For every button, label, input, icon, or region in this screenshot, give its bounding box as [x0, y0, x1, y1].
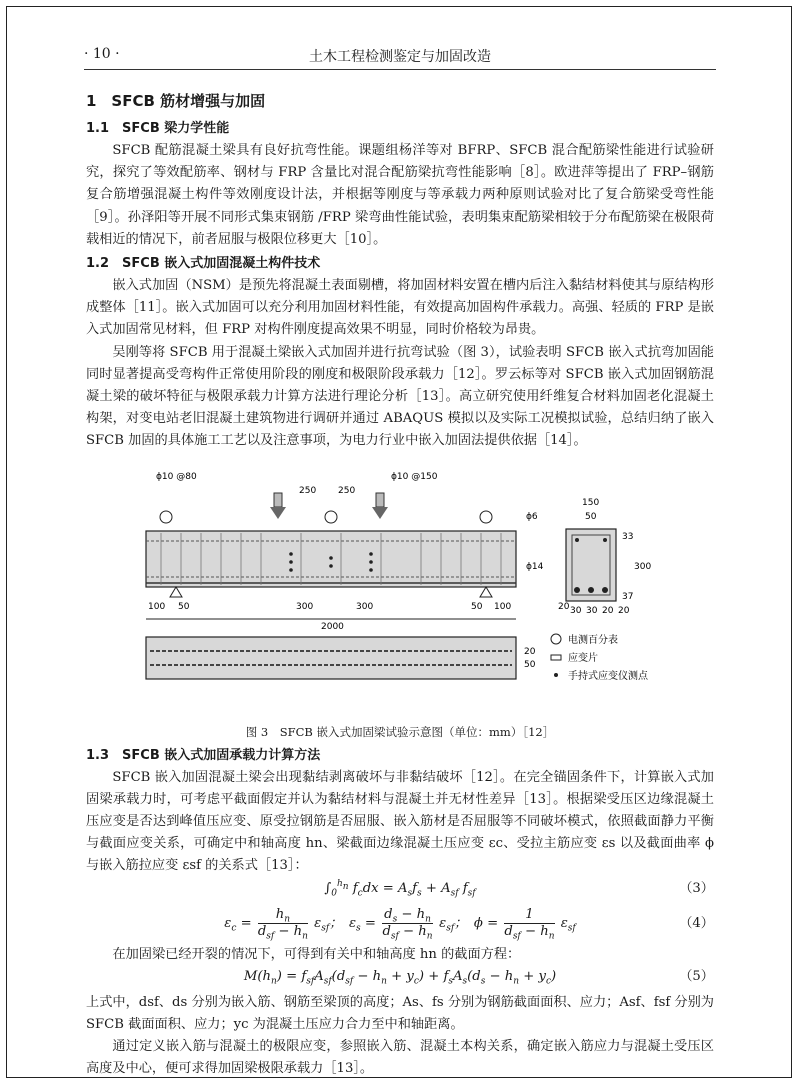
subsection-1-1-title: 1.1 SFCB 梁力学性能 [86, 121, 230, 136]
legend-point-label: 手持式应变仪测点 [568, 670, 648, 682]
page-number: · 10 · [84, 46, 120, 62]
label-phi14: ϕ14 [526, 561, 544, 572]
page-header [84, 44, 716, 66]
paragraph-1-1: SFCB 配筋混凝土梁具有良好抗弯性能。课题组杨洋等对 BFRP、SFCB 混合配筋梁性能进行试验研究，探究了等效配筋率、钢材与 FRP 含量比对混合配筋梁抗弯性能影响［8］。欧进萍等提出了 FRP–钢筋复合筋增强混凝土构件等效刚度设计法，并根据等刚度与等承载力两种原则试验对比了复合筋梁受弯性能［9］。孙泽阳等开展不同形式集束钢筋 /FRP 梁弯曲性能试验，表明集束配筋梁相较于分布配筋梁在极限荷载相近的情况下，前者屈服与极限位移更大［10］。 [86, 143, 714, 247]
equation-5-number: （5） [679, 968, 714, 984]
equation-3-expr: $\int_0^{h_n}$ $f_cdx = A_sf_s + A_{sf}$ $f_{sf}$ [324, 879, 476, 899]
beam-plan [146, 637, 516, 679]
subsection-1-3-title: 1.3 SFCB 嵌入式加固承载力计算方法 [86, 747, 321, 763]
label-h33: 33 [622, 531, 634, 542]
label-c20a: 20 [558, 601, 570, 612]
figure-legend [551, 633, 649, 682]
dial-gauges [160, 511, 492, 523]
legend-strain-gauge-label: 应变片 [568, 652, 598, 664]
label-c30b: 30 [586, 605, 598, 616]
equation-5-expr: $M(h_n) = f_{sf}A_{sf}(d_{sf} - h_n + y_c) + f_sA_s(d_s - h_n + y_c)$ [243, 968, 557, 987]
subsection-1-2-title: 1.2 SFCB 嵌入式加固混凝土构件技术 [86, 256, 321, 272]
article-body [86, 84, 714, 1081]
legend-dial-label: 电测百分表 [568, 634, 618, 646]
figure-3-caption: 图 3 SFCB 嵌入式加固梁试验示意图（单位：mm）［12］ [245, 724, 555, 739]
label-300b: 300 [356, 601, 374, 612]
equation-5 [86, 966, 714, 992]
label-phi6: ϕ6 [526, 511, 538, 522]
label-250b: 250 [338, 485, 356, 496]
figure-3 [86, 459, 714, 721]
label-100b: 100 [494, 601, 512, 612]
equation-4 [86, 904, 714, 944]
paragraph-1-2-b: 吴刚等将 SFCB 用于混凝土梁嵌入式加固并进行抗弯试验（图 3），试验表明 SFCB 嵌入式抗弯加固能同时显著提高受弯构件正常使用阶段的刚度和极限阶段承载力［12］。罗云标等对 SFCB 嵌入式加固钢筋混凝土梁的破坏特征与极限承载力计算方法进行理论分析［13］。高立研究使用纤维复合材料加固老化混凝土构架，对变电站老旧混凝土建筑物进行调研并通过 ABAQUS 模拟以及实际工况模拟试验，总结归纳了嵌入 SFCB 加固的具体施工工艺以及注意事项，为电力行业中嵌入加固法提供依据［14］。 [86, 344, 714, 449]
legend-strain-gauge-icon [551, 655, 561, 660]
label-stirrup-150: ϕ10 @150 [391, 471, 438, 482]
legend-point-icon [554, 673, 558, 677]
label-stirrup-80: ϕ10 @80 [156, 471, 197, 482]
running-title: 土木工程检测鉴定与加固改造 [309, 49, 491, 65]
paragraph-1-3-d: 通过定义嵌入筋与混凝土的极限应变，参照嵌入筋、混凝土本构关系，确定嵌入筋应力与混凝土受压区高度及中心，便可求得加固梁极限承载力［13］。 [86, 1039, 714, 1077]
section-title: 1 SFCB 筋材增强与加固 [86, 92, 266, 110]
paragraph-1-3-b: 在加固梁已经开裂的情况下，可得到有关中和轴高度 hn 的截面方程： [112, 946, 521, 962]
paragraph-1-2-a: 嵌入式加固（NSM）是预先将混凝土表面剔槽，将加固材料安置在槽内后注入黏结材料使其与原结构形成整体［11］。嵌入式加固可以充分利用加固材料性能，有效提高加固构件承载力。高强、轻质的 FRP 是嵌入式加固常见材料，但 FRP 对构件刚度提高效果不明显，同时价格较为昂贵。 [86, 278, 714, 338]
header-rule [84, 69, 716, 70]
label-250a: 250 [299, 485, 317, 496]
paragraph-1-3-c: 上式中，dsf、ds 分别为嵌入筋、钢筋至梁顶的高度；As、fs 分别为钢筋截面面积、应力；Asf、fsf 分别为 SFCB 截面面积、应力；yc 为混凝土压应力合力至中和轴距离。 [86, 994, 714, 1033]
label-c30a: 30 [570, 605, 582, 616]
equation-4-expr: $\varepsilon_c$ = $\frac{h_n}{d_{sf} - h_n}$ $\varepsilon_{sf}$； $\varepsilon_s$ = $\frac{d_s - h_n}{d_{sf} - h_n}$ $\varepsilon_{sf}$； ϕ = $\frac{1}{d_{sf} - h_n}$ $\varepsilon_{sf}$ [224, 906, 576, 942]
label-c20b: 20 [618, 605, 630, 616]
equation-4-number: （4） [679, 915, 714, 931]
paragraph-1-3-a: SFCB 嵌入加固混凝土梁会出现黏结剥离破坏与非黏结破坏［12］。在完全锚固条件下，计算嵌入式加固梁承载力时，可考虑平截面假定并认为黏结材料与混凝土并无材性差异［13］。根据梁受压区边缘混凝土压应变是否达到峰值压应变、原受拉钢筋是否屈服、嵌入筋材是否屈服等不同破坏模式，依照截面静力平衡与截面应变关系，可确定中和轴高度 hn、梁截面边缘混凝土压应变 εc、受拉主筋应变 εs 以及截面曲率 ϕ 与嵌入筋拉应变 εsf 的关系式［13］： [86, 769, 714, 874]
equation-3 [86, 878, 714, 904]
label-50a: 50 [178, 601, 190, 612]
equation-3-number: （3） [679, 880, 714, 896]
label-w150: 150 [582, 497, 600, 508]
label-100: 100 [148, 601, 166, 612]
label-50b: 50 [471, 601, 483, 612]
label-c20c: 20 [602, 605, 614, 616]
label-h37: 37 [622, 591, 634, 602]
label-w50: 50 [585, 511, 597, 522]
label-plan-50: 50 [524, 659, 536, 670]
label-300a: 300 [296, 601, 314, 612]
supports [170, 587, 492, 597]
label-h300: 300 [634, 561, 652, 572]
beam-test-diagram [86, 459, 714, 721]
label-plan-20: 20 [524, 646, 536, 657]
legend-dial-icon [551, 634, 561, 644]
label-2000: 2000 [321, 621, 344, 632]
